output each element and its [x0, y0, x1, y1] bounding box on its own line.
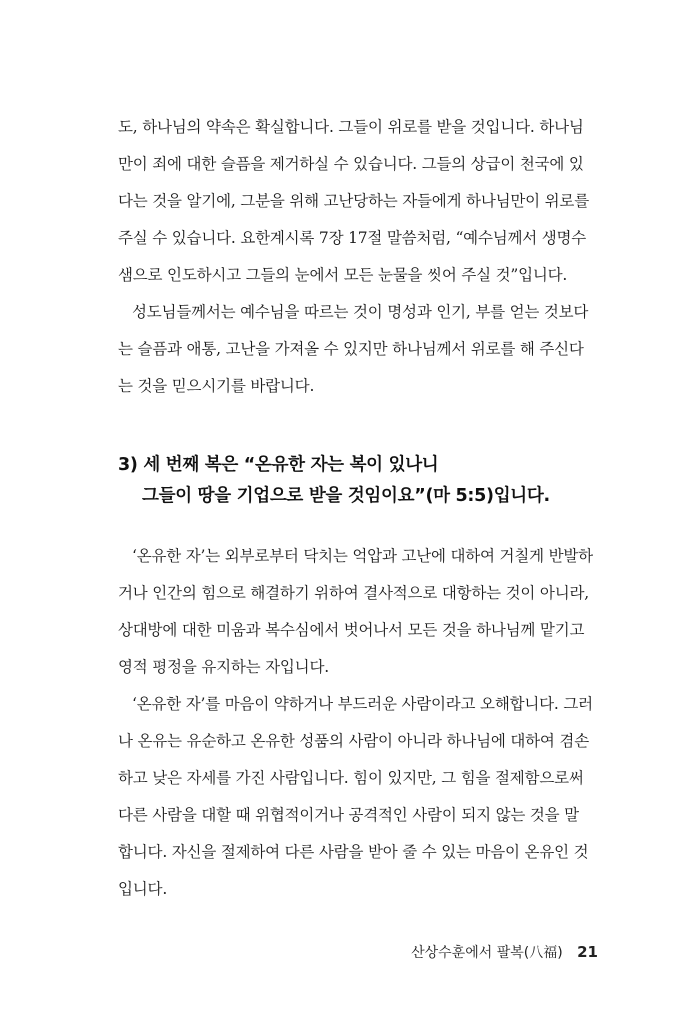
text-line: 나 온유는 유순하고 온유한 성품의 사람이 아니라 하나님에 대하여 겸손: [118, 732, 589, 750]
page-footer: [411, 942, 598, 962]
text-line: 영적 평정을 유지하는 자입니다.: [118, 658, 329, 676]
text-line: 입니다.: [118, 880, 168, 898]
text-line: 다는 것을 알기에, 그분을 위해 고난당하는 자들에게 하나님만이 위로를: [118, 192, 589, 210]
heading-line-1: 3) 세 번째 복은 “온유한 자는 복이 있나니: [118, 455, 439, 475]
text-line: 도, 하나님의 약속은 확실합니다. 그들이 위로를 받을 것입니다. 하나님: [118, 118, 584, 136]
text-line: 는 것을 믿으시기를 바랍니다.: [118, 377, 315, 395]
text-line: ‘온유한 자’는 외부로부터 닥치는 억압과 고난에 대하여 거칠게 반발하: [132, 547, 593, 565]
text-line: 거나 인간의 힘으로 해결하기 위하여 결사적으로 대항하는 것이 아니라,: [118, 584, 589, 602]
text-line: 하고 낮은 자세를 가진 사람입니다. 힘이 있지만, 그 힘을 절제함으로써: [118, 769, 584, 787]
heading-line-2: 그들이 땅을 기업으로 받을 것임이요”(마 5:5)입니다.: [142, 486, 550, 506]
page-number: 21: [577, 943, 598, 961]
text-line: 는 슬픔과 애통, 고난을 가져올 수 있지만 하나님께서 위로를 해 주신다: [118, 340, 584, 358]
text-line: 다른 사람을 대할 때 위협적이거나 공격적인 사람이 되지 않는 것을 말: [118, 806, 579, 824]
running-title: 산상수훈에서 팔복(八福): [411, 945, 563, 961]
text-line: 샘으로 인도하시고 그들의 눈에서 모든 눈물을 씻어 주실 것”입니다.: [118, 266, 568, 284]
text-line: ‘온유한 자’를 마음이 약하거나 부드러운 사람이라고 오해합니다. 그러: [132, 695, 593, 713]
text-line: 상대방에 대한 미움과 복수심에서 벗어나서 모든 것을 하나님께 맡기고: [118, 621, 585, 639]
text-line: 만이 죄에 대한 슬픔을 제거하실 수 있습니다. 그들의 상급이 천국에 있: [118, 155, 584, 173]
text-line: 성도님들께서는 예수님을 따르는 것이 명성과 인기, 부를 얻는 것보다: [132, 303, 589, 321]
paragraph-top: [118, 109, 598, 405]
paragraph-bottom: [118, 538, 598, 908]
text-line: 합니다. 자신을 절제하여 다른 사람을 받아 줄 수 있는 마음이 온유인 것: [118, 843, 589, 861]
text-line: 주실 수 있습니다. 요한계시록 7장 17절 말씀처럼, “예수님께서 생명수: [118, 229, 587, 247]
section-heading: [118, 450, 598, 512]
